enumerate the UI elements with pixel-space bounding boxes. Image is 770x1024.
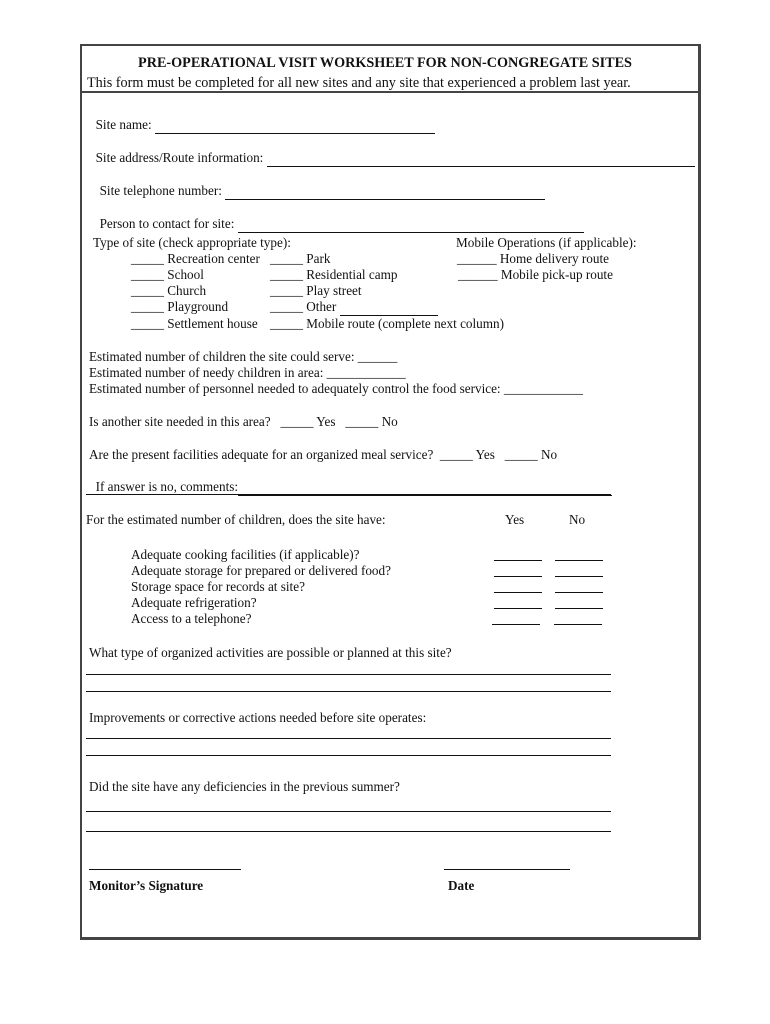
site-address-row (89, 134, 695, 167)
site-telephone-row (93, 167, 545, 200)
yes-column-header: Yes (505, 512, 525, 527)
site-type-option[interactable]: _____ Play street (270, 283, 362, 298)
form-subtitle: This form must be completed for all new sites and any site that experienced a problem last year. (87, 75, 631, 91)
site-type-option[interactable]: _____ Settlement house (131, 316, 258, 331)
header-divider (82, 91, 700, 93)
site-name-row (89, 101, 435, 134)
site-address-label: Site address/Route information: (95, 150, 267, 165)
checklist-no-blank[interactable] (555, 592, 603, 593)
site-address-field[interactable] (267, 150, 695, 167)
checklist-no-blank[interactable] (554, 624, 602, 625)
checklist-item: Storage space for records at site? (131, 579, 305, 594)
checklist-no-blank[interactable] (555, 560, 603, 561)
checklist-yes-blank[interactable] (494, 608, 542, 609)
personnel-field[interactable]: Estimated number of personnel needed to adequately control the food service: ____________ (89, 381, 584, 396)
needy-children-field[interactable]: Estimated number of needy children in area: ____________ (89, 365, 406, 380)
mobile-option[interactable]: ______ Home delivery route (457, 251, 609, 266)
improvements-answer-line[interactable] (86, 755, 611, 756)
if-no-label: If answer is no, comments: (95, 479, 239, 494)
checklist-item: Access to a telephone? (131, 611, 252, 626)
site-type-heading: Type of site (check appropriate type): (93, 235, 291, 250)
monitor-signature-label: Monitor’s Signature (89, 878, 204, 893)
contact-person-row (93, 200, 584, 233)
another-site-question[interactable]: Is another site needed in this area? _____ Yes _____ No (89, 414, 398, 429)
improvements-question: Improvements or corrective actions needed before site operates: (89, 710, 427, 725)
facilities-question[interactable]: Are the present facilities adequate for an organized meal service? _____ Yes _____ No (89, 447, 558, 462)
site-type-option[interactable]: _____ Park (270, 251, 331, 266)
deficiencies-answer-line[interactable] (86, 831, 611, 832)
site-telephone-label: Site telephone number: (99, 183, 226, 198)
activities-answer-line[interactable] (86, 674, 611, 675)
checklist-item: Adequate cooking facilities (if applicable)? (131, 547, 360, 562)
checklist-yes-blank[interactable] (492, 624, 540, 625)
form-title: PRE-OPERATIONAL VISIT WORKSHEET FOR NON-CONGREGATE SITES (138, 55, 632, 71)
site-name-field[interactable] (155, 117, 435, 134)
checklist-yes-blank[interactable] (494, 560, 542, 561)
improvements-answer-line[interactable] (86, 738, 611, 739)
checklist-item: Adequate storage for prepared or delivered food? (131, 563, 391, 578)
site-type-option[interactable]: _____ Residential camp (270, 267, 398, 282)
date-line[interactable] (444, 869, 570, 870)
contact-person-label: Person to contact for site: (99, 216, 238, 231)
comments-line[interactable] (86, 494, 611, 495)
activities-question: What type of organized activities are possible or planned at this site? (89, 645, 452, 660)
site-name-label: Site name: (95, 117, 155, 132)
checklist-no-blank[interactable] (555, 576, 603, 577)
activities-answer-line[interactable] (86, 691, 611, 692)
site-type-option[interactable]: _____ Playground (131, 299, 229, 314)
site-telephone-field[interactable] (225, 183, 545, 200)
children-serve-field[interactable]: Estimated number of children the site could serve: ______ (89, 349, 398, 364)
mobile-operations-heading: Mobile Operations (if applicable): (456, 235, 637, 250)
checklist-yes-blank[interactable] (494, 576, 542, 577)
deficiencies-answer-line[interactable] (86, 811, 611, 812)
checklist-yes-blank[interactable] (494, 592, 542, 593)
site-type-option[interactable]: _____ Church (131, 283, 207, 298)
site-type-option[interactable]: _____ Recreation center (131, 251, 260, 266)
site-have-question: For the estimated number of children, does the site have: (86, 512, 386, 527)
site-type-option[interactable]: _____ Mobile route (complete next column) (270, 316, 505, 331)
monitor-signature-line[interactable] (89, 869, 241, 870)
contact-person-field[interactable] (238, 216, 584, 233)
site-type-option-other[interactable]: _____ Other (270, 299, 438, 316)
if-no-comments-row (89, 463, 612, 496)
mobile-option[interactable]: ______ Mobile pick-up route (458, 267, 613, 282)
checklist-no-blank[interactable] (555, 608, 603, 609)
site-type-option[interactable]: _____ School (131, 267, 204, 282)
checklist-item: Adequate refrigeration? (131, 595, 257, 610)
no-column-header: No (569, 512, 586, 527)
date-label: Date (448, 878, 475, 893)
deficiencies-question: Did the site have any deficiencies in the previous summer? (89, 779, 400, 794)
